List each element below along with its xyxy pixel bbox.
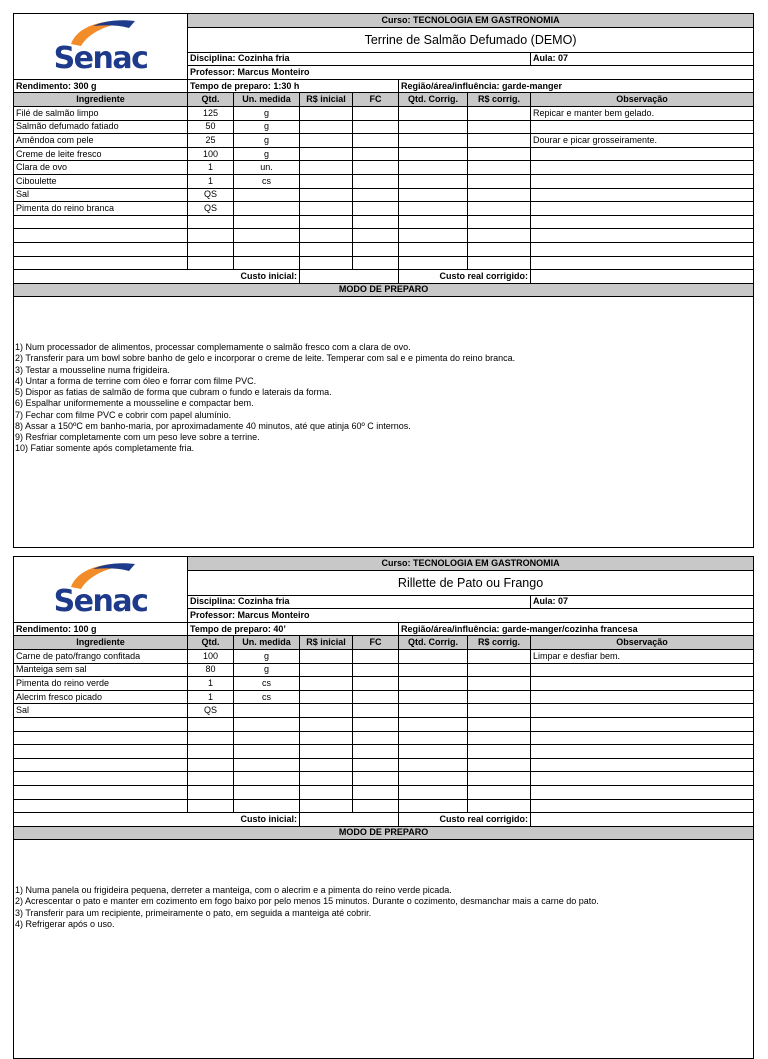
initial-price xyxy=(300,649,353,663)
corrected-price xyxy=(468,758,531,772)
ingredient-name xyxy=(14,785,188,799)
ingredient-qty: 50 xyxy=(188,120,234,134)
initial-price xyxy=(300,256,353,270)
yield-label: Rendimento: 300 g xyxy=(14,79,188,93)
ingredient-row xyxy=(14,215,754,229)
ingredients-body xyxy=(14,106,754,269)
ingredient-row xyxy=(14,256,754,270)
ingredient-observation xyxy=(531,202,754,216)
corrected-qty xyxy=(399,704,468,718)
ingredient-qty xyxy=(188,229,234,243)
logo-cell xyxy=(14,14,188,80)
initial-price xyxy=(300,188,353,202)
ingredient-observation xyxy=(531,690,754,704)
ingredient-observation xyxy=(531,799,754,813)
ingredient-name xyxy=(14,772,188,786)
ingredient-name: Creme de leite fresco xyxy=(14,147,188,161)
ingredient-unit xyxy=(234,215,300,229)
discipline-label: Disciplina: Cozinha fria xyxy=(188,595,531,609)
ingredient-name: Salmão defumado fatiado xyxy=(14,120,188,134)
corrected-price xyxy=(468,161,531,175)
ingredient-qty: 1 xyxy=(188,677,234,691)
corrected-price xyxy=(468,677,531,691)
column-header: R$ inicial xyxy=(300,636,353,650)
ingredient-qty xyxy=(188,256,234,270)
initial-price xyxy=(300,134,353,148)
fc-value xyxy=(353,758,399,772)
corrected-qty xyxy=(399,663,468,677)
ingredient-row xyxy=(14,229,754,243)
ingredient-name xyxy=(14,242,188,256)
real-cost-value xyxy=(531,813,754,827)
ingredient-qty xyxy=(188,717,234,731)
ingredient-qty xyxy=(188,772,234,786)
column-header: Qtd. Corrig. xyxy=(399,93,468,107)
ingredient-unit: g xyxy=(234,663,300,677)
column-header: Un. medida xyxy=(234,636,300,650)
ingredient-name: Pimenta do reino verde xyxy=(14,677,188,691)
corrected-price xyxy=(468,120,531,134)
column-header: Ingrediente xyxy=(14,93,188,107)
corrected-qty xyxy=(399,188,468,202)
fc-value xyxy=(353,677,399,691)
ingredient-qty: 1 xyxy=(188,174,234,188)
discipline-label: Disciplina: Cozinha fria xyxy=(188,52,531,66)
ingredient-observation xyxy=(531,188,754,202)
ingredient-qty: 100 xyxy=(188,147,234,161)
ingredient-observation xyxy=(531,215,754,229)
fc-value xyxy=(353,106,399,120)
ingredient-qty: 100 xyxy=(188,649,234,663)
ingredient-name: Amêndoa com pele xyxy=(14,134,188,148)
yield-label: Rendimento: 100 g xyxy=(14,622,188,636)
initial-price xyxy=(300,745,353,759)
ingredient-observation xyxy=(531,256,754,270)
initial-price xyxy=(300,202,353,216)
ingredient-qty xyxy=(188,758,234,772)
initial-price xyxy=(300,106,353,120)
corrected-qty xyxy=(399,772,468,786)
fc-value xyxy=(353,772,399,786)
ingredient-row xyxy=(14,202,754,216)
fc-value xyxy=(353,663,399,677)
ingredients-header-row xyxy=(14,93,754,107)
fc-value xyxy=(353,242,399,256)
ingredient-qty: QS xyxy=(188,704,234,718)
fc-value xyxy=(353,188,399,202)
ingredient-name: Pimenta do reino branca xyxy=(14,202,188,216)
initial-price xyxy=(300,799,353,813)
ingredient-row xyxy=(14,677,754,691)
course-label: Curso: TECNOLOGIA EM GASTRONOMIA xyxy=(188,557,754,571)
column-header: Observação xyxy=(531,93,754,107)
corrected-qty xyxy=(399,717,468,731)
initial-cost-value xyxy=(300,270,399,284)
column-header: Un. medida xyxy=(234,93,300,107)
column-header: Qtd. Corrig. xyxy=(399,636,468,650)
corrected-price xyxy=(468,106,531,120)
ingredient-name: Sal xyxy=(14,188,188,202)
ingredient-qty xyxy=(188,215,234,229)
ingredient-unit xyxy=(234,717,300,731)
corrected-price xyxy=(468,256,531,270)
ingredient-row xyxy=(14,120,754,134)
class-label: Aula: 07 xyxy=(531,595,754,609)
corrected-price xyxy=(468,704,531,718)
fc-value xyxy=(353,799,399,813)
ingredient-qty: 1 xyxy=(188,161,234,175)
ingredient-row xyxy=(14,731,754,745)
fc-value xyxy=(353,731,399,745)
ingredient-name: Sal xyxy=(14,704,188,718)
method-text: 1) Numa panela ou frigideira pequena, derreter a manteiga, com o alecrim e a pimenta do reino verde picada. 2) Acrescentar o pato e manter em cozimento em fogo baixo por pelo menos 15 minutos. Durante o cozimento, desmanchar mais a carne do pato. 3) Transferir para um recipiente, primeiramente o pato, em seguida a manteiga até cobrir. 4) Refrigerar após o uso. xyxy=(14,840,754,1059)
recipe-sheet xyxy=(13,13,753,548)
initial-price xyxy=(300,677,353,691)
ingredient-qty: 25 xyxy=(188,134,234,148)
class-label: Aula: 07 xyxy=(531,52,754,66)
senac-logo xyxy=(41,559,161,619)
corrected-qty xyxy=(399,799,468,813)
ingredient-name: Filé de salmão limpo xyxy=(14,106,188,120)
ingredient-unit xyxy=(234,229,300,243)
ingredient-qty xyxy=(188,242,234,256)
corrected-price xyxy=(468,731,531,745)
column-header: Ingrediente xyxy=(14,636,188,650)
method-title: MODO DE PREPARO xyxy=(14,826,754,840)
ingredient-row xyxy=(14,745,754,759)
fc-value xyxy=(353,256,399,270)
ingredient-unit: g xyxy=(234,134,300,148)
ingredient-row xyxy=(14,188,754,202)
ingredient-unit xyxy=(234,799,300,813)
ingredient-unit xyxy=(234,758,300,772)
ingredient-unit: g xyxy=(234,120,300,134)
ingredient-unit: g xyxy=(234,147,300,161)
corrected-price xyxy=(468,134,531,148)
initial-price xyxy=(300,717,353,731)
column-header: R$ inicial xyxy=(300,93,353,107)
corrected-qty xyxy=(399,120,468,134)
ingredient-observation xyxy=(531,731,754,745)
initial-price xyxy=(300,663,353,677)
ingredient-unit: cs xyxy=(234,690,300,704)
region-label: Região/área/influência: garde-manger xyxy=(399,79,754,93)
prep-time-label: Tempo de preparo: 1:30 h xyxy=(188,79,399,93)
corrected-price xyxy=(468,799,531,813)
ingredients-header-row xyxy=(14,636,754,650)
initial-cost-label: Custo inicial: xyxy=(14,813,300,827)
ingredient-qty: 125 xyxy=(188,106,234,120)
fc-value xyxy=(353,690,399,704)
recipe-sheet xyxy=(13,556,753,1059)
ingredient-observation xyxy=(531,663,754,677)
initial-price xyxy=(300,785,353,799)
ingredient-name xyxy=(14,215,188,229)
ingredient-row xyxy=(14,242,754,256)
initial-price xyxy=(300,731,353,745)
fc-value xyxy=(353,745,399,759)
ingredient-row xyxy=(14,799,754,813)
ingredient-row xyxy=(14,717,754,731)
column-header: FC xyxy=(353,93,399,107)
corrected-price xyxy=(468,663,531,677)
fc-value xyxy=(353,229,399,243)
ingredient-name: Alecrim fresco picado xyxy=(14,690,188,704)
recipe-table xyxy=(13,556,754,1059)
initial-price xyxy=(300,120,353,134)
professor-label: Professor: Marcus Monteiro xyxy=(188,609,754,623)
corrected-qty xyxy=(399,215,468,229)
ingredient-row xyxy=(14,134,754,148)
corrected-qty xyxy=(399,106,468,120)
column-header: Observação xyxy=(531,636,754,650)
corrected-qty xyxy=(399,242,468,256)
recipe-title: Terrine de Salmão Defumado (DEMO) xyxy=(188,27,754,52)
method-text: 1) Num processador de alimentos, processar complemamente o salmão fresco com a clara de ovo. 2) Transferir para um bowl sobre banho de gelo e incorporar o creme de leite. Temperar com sal e e pimenta do reino branca. 3) Testar a mousseline numa frigideira. 4) Untar a forma de terrine com óleo e forrar com filme PVC. 5) Dispor as fatias de salmão de forma que cubram o fundo e laterais da forma. 6) Espalhar uniformemente a mousseline e compactar bem. 7) Fechar com filme PVC e cobrir com papel alumínio. 8) Assar a 150ºC em banho-maria, por aproximadamente 40 minutos, até que atinja 60º C internos. 9) Resfriar completamente com um peso leve sobre a terrine. 10) Fatiar somente após completamente fria. xyxy=(14,297,754,548)
ingredient-unit: un. xyxy=(234,161,300,175)
logo-cell xyxy=(14,557,188,623)
recipe-table xyxy=(13,13,754,548)
real-cost-label: Custo real corrigido: xyxy=(399,270,531,284)
ingredient-observation: Limpar e desfiar bem. xyxy=(531,649,754,663)
ingredient-unit xyxy=(234,731,300,745)
corrected-price xyxy=(468,690,531,704)
corrected-qty xyxy=(399,758,468,772)
ingredient-row xyxy=(14,174,754,188)
fc-value xyxy=(353,649,399,663)
ingredient-row xyxy=(14,772,754,786)
ingredient-observation: Repicar e manter bem gelado. xyxy=(531,106,754,120)
ingredient-unit xyxy=(234,704,300,718)
ingredient-row xyxy=(14,690,754,704)
corrected-price xyxy=(468,147,531,161)
fc-value xyxy=(353,120,399,134)
ingredient-observation xyxy=(531,677,754,691)
fc-value xyxy=(353,174,399,188)
initial-price xyxy=(300,161,353,175)
initial-price xyxy=(300,758,353,772)
ingredient-unit: cs xyxy=(234,677,300,691)
initial-price xyxy=(300,215,353,229)
ingredient-observation xyxy=(531,745,754,759)
initial-price xyxy=(300,174,353,188)
corrected-qty xyxy=(399,785,468,799)
initial-cost-value xyxy=(300,813,399,827)
corrected-qty xyxy=(399,202,468,216)
initial-price xyxy=(300,242,353,256)
ingredient-unit xyxy=(234,785,300,799)
real-cost-value xyxy=(531,270,754,284)
corrected-qty xyxy=(399,690,468,704)
corrected-qty xyxy=(399,256,468,270)
column-header: Qtd. xyxy=(188,636,234,650)
professor-label: Professor: Marcus Monteiro xyxy=(188,66,754,80)
ingredient-name xyxy=(14,731,188,745)
ingredient-unit xyxy=(234,188,300,202)
corrected-price xyxy=(468,717,531,731)
corrected-price xyxy=(468,745,531,759)
ingredient-qty xyxy=(188,745,234,759)
course-label: Curso: TECNOLOGIA EM GASTRONOMIA xyxy=(188,14,754,28)
initial-cost-label: Custo inicial: xyxy=(14,270,300,284)
fc-value xyxy=(353,704,399,718)
ingredient-row xyxy=(14,147,754,161)
corrected-qty xyxy=(399,134,468,148)
initial-price xyxy=(300,147,353,161)
initial-price xyxy=(300,690,353,704)
ingredient-unit: g xyxy=(234,649,300,663)
column-header: Qtd. xyxy=(188,93,234,107)
ingredient-unit xyxy=(234,772,300,786)
ingredient-observation: Dourar e picar grosseiramente. xyxy=(531,134,754,148)
corrected-price xyxy=(468,174,531,188)
fc-value xyxy=(353,147,399,161)
fc-value xyxy=(353,161,399,175)
ingredient-name xyxy=(14,758,188,772)
ingredient-name: Carne de pato/frango confitada xyxy=(14,649,188,663)
corrected-qty xyxy=(399,649,468,663)
ingredient-name xyxy=(14,745,188,759)
ingredient-name xyxy=(14,256,188,270)
fc-value xyxy=(353,134,399,148)
ingredient-observation xyxy=(531,147,754,161)
fc-value xyxy=(353,785,399,799)
method-title: MODO DE PREPARO xyxy=(14,283,754,297)
ingredient-qty: 1 xyxy=(188,690,234,704)
ingredient-name: Ciboulette xyxy=(14,174,188,188)
ingredient-row xyxy=(14,758,754,772)
corrected-price xyxy=(468,215,531,229)
corrected-price xyxy=(468,785,531,799)
corrected-qty xyxy=(399,677,468,691)
ingredient-name xyxy=(14,717,188,731)
ingredient-qty: QS xyxy=(188,202,234,216)
ingredient-observation xyxy=(531,174,754,188)
ingredient-qty xyxy=(188,799,234,813)
initial-price xyxy=(300,772,353,786)
ingredient-unit: g xyxy=(234,106,300,120)
ingredient-observation xyxy=(531,758,754,772)
ingredient-unit xyxy=(234,202,300,216)
corrected-qty xyxy=(399,731,468,745)
corrected-qty xyxy=(399,161,468,175)
ingredient-row xyxy=(14,649,754,663)
real-cost-label: Custo real corrigido: xyxy=(399,813,531,827)
ingredient-qty: 80 xyxy=(188,663,234,677)
corrected-qty xyxy=(399,147,468,161)
initial-price xyxy=(300,229,353,243)
region-label: Região/área/influência: garde-manger/cozinha francesa xyxy=(399,622,754,636)
ingredient-observation xyxy=(531,120,754,134)
initial-price xyxy=(300,704,353,718)
ingredient-name xyxy=(14,229,188,243)
corrected-price xyxy=(468,229,531,243)
ingredient-row xyxy=(14,704,754,718)
ingredients-body xyxy=(14,649,754,812)
corrected-price xyxy=(468,242,531,256)
corrected-price xyxy=(468,188,531,202)
corrected-price xyxy=(468,202,531,216)
ingredient-observation xyxy=(531,229,754,243)
corrected-qty xyxy=(399,174,468,188)
ingredient-row xyxy=(14,161,754,175)
ingredient-observation xyxy=(531,772,754,786)
senac-logo xyxy=(41,16,161,76)
ingredient-unit: cs xyxy=(234,174,300,188)
column-header: R$ corrig. xyxy=(468,93,531,107)
fc-value xyxy=(353,717,399,731)
ingredient-unit xyxy=(234,256,300,270)
corrected-qty xyxy=(399,229,468,243)
ingredient-unit xyxy=(234,242,300,256)
recipe-title: Rillette de Pato ou Frango xyxy=(188,570,754,595)
ingredient-qty xyxy=(188,785,234,799)
ingredient-row xyxy=(14,663,754,677)
ingredient-name xyxy=(14,799,188,813)
ingredient-qty: QS xyxy=(188,188,234,202)
column-header: R$ corrig. xyxy=(468,636,531,650)
ingredient-name: Clara de ovo xyxy=(14,161,188,175)
logo-text: Senac xyxy=(53,584,148,620)
ingredient-name: Manteiga sem sal xyxy=(14,663,188,677)
prep-time-label: Tempo de preparo: 40’ xyxy=(188,622,399,636)
fc-value xyxy=(353,215,399,229)
ingredient-unit xyxy=(234,745,300,759)
ingredient-observation xyxy=(531,161,754,175)
ingredient-observation xyxy=(531,785,754,799)
corrected-price xyxy=(468,772,531,786)
ingredient-observation xyxy=(531,242,754,256)
corrected-price xyxy=(468,649,531,663)
ingredient-qty xyxy=(188,731,234,745)
corrected-qty xyxy=(399,745,468,759)
ingredient-row xyxy=(14,106,754,120)
ingredient-observation xyxy=(531,704,754,718)
ingredient-observation xyxy=(531,717,754,731)
logo-text: Senac xyxy=(53,41,148,77)
column-header: FC xyxy=(353,636,399,650)
fc-value xyxy=(353,202,399,216)
ingredient-row xyxy=(14,785,754,799)
